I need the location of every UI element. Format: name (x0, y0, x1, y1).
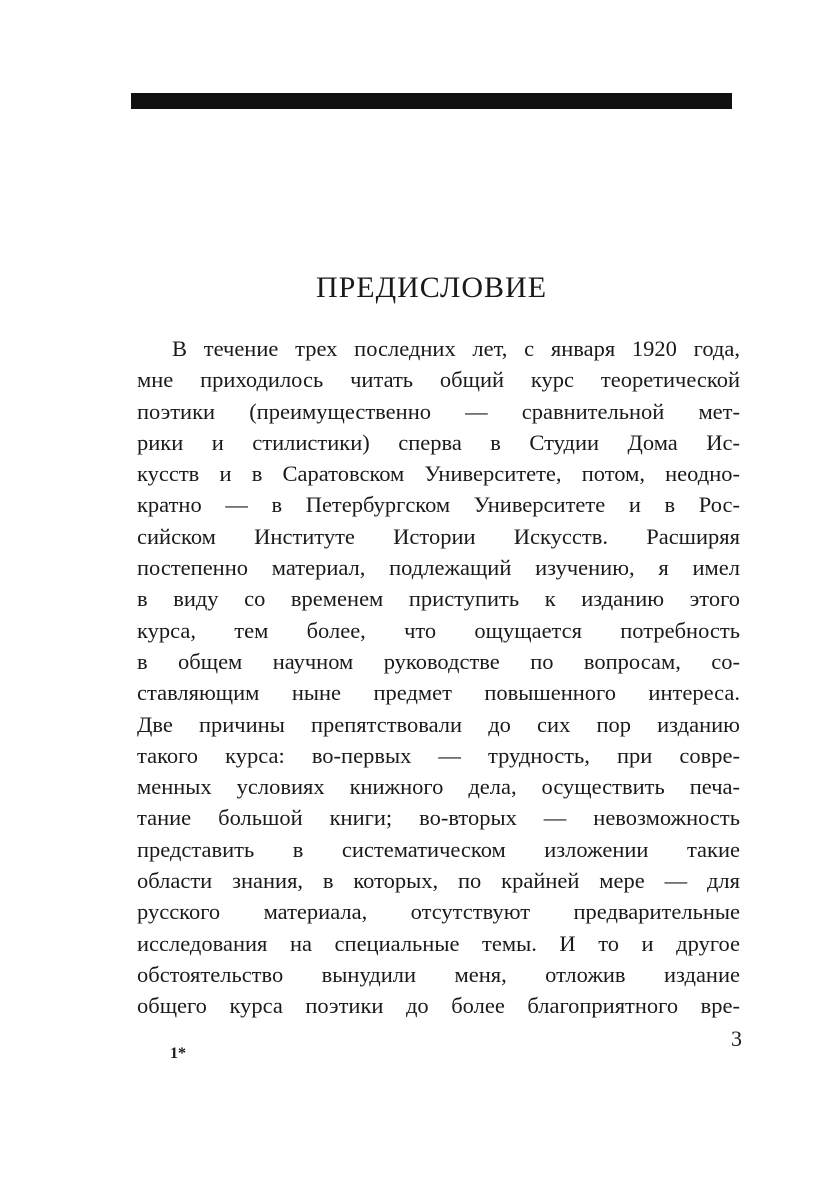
preface-paragraph (137, 333, 740, 1022)
page-title: ПРЕДИСЛОВИЕ (315, 271, 548, 304)
top-rule (131, 93, 732, 109)
text-line: мне приходилось читать общий курс теоретической (137, 367, 740, 393)
signature-mark: 1* (170, 1045, 186, 1062)
text-line: поэтики (преимущественно — сравнительной мет- (137, 398, 740, 424)
text-line: сийском Институте Истории Искусств. Расширяя (137, 523, 740, 549)
text-line: русского материала, отсутствуют предварительные (137, 899, 740, 925)
text-line: ставляющим ныне предмет повышенного интереса. (137, 680, 740, 706)
text-line: представить в систематическом изложении такие (137, 836, 740, 862)
text-line: Две причины препятствовали до сих пор изданию (137, 711, 740, 737)
text-line: общего курса поэтики до более благоприятного вре- (137, 993, 740, 1019)
text-line: в общем научном руководстве по вопросам, со- (137, 648, 740, 674)
text-line: кусств и в Саратовском Университете, потом, неодно- (137, 461, 740, 487)
text-line: менных условиях книжного дела, осуществить печа- (137, 774, 740, 800)
page-number: 3 (731, 1026, 742, 1051)
text-line: тание большой книги; во-вторых — невозможность (137, 805, 740, 831)
text-line: В течение трех последних лет, с января 1920 года, (172, 336, 740, 361)
text-line: исследования на специальные темы. И то и другое (137, 930, 740, 956)
text-line: кратно — в Петербургском Университете и в Рос- (137, 492, 740, 518)
text-line: курса, тем более, что ощущается потребность (137, 617, 740, 643)
text-line: такого курса: во-первых — трудность, при совре- (137, 742, 740, 768)
text-line: постепенно материал, подлежащий изучению, я имел (137, 555, 740, 581)
text-line: рики и стилистики) сперва в Студии Дома Ис- (137, 429, 740, 455)
text-line: в виду со временем приступить к изданию этого (137, 586, 740, 612)
text-line: области знания, в которых, по крайней мере — для (137, 868, 740, 894)
text-line: обстоятельство вынудили меня, отложив издание (137, 961, 740, 987)
